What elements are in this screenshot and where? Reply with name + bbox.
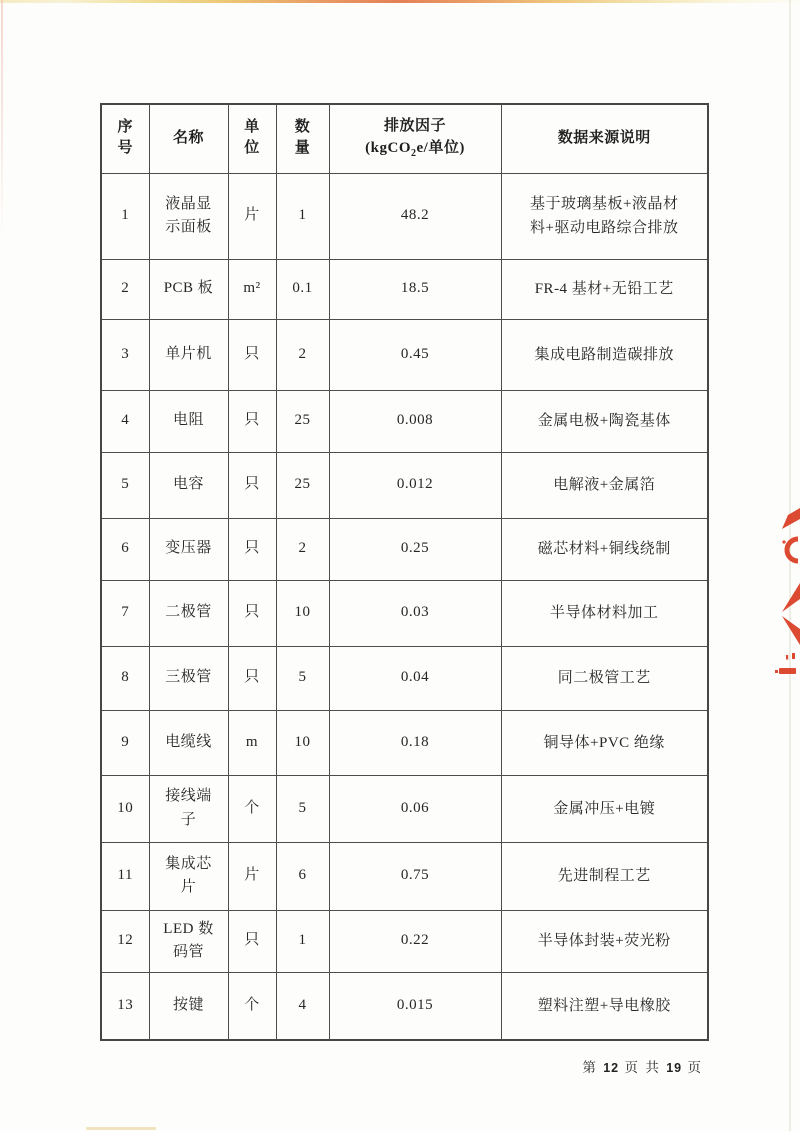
cell-unit: 个	[228, 972, 276, 1040]
cell-source-text: 金属冲压+电镀	[553, 800, 656, 817]
cell-name-text: 接线端子	[165, 788, 212, 828]
cell-name	[149, 842, 228, 910]
header-no-label: 序号	[117, 119, 133, 157]
cell-source-text: 电解液+金属箔	[553, 477, 656, 493]
cell-qty: 5	[276, 646, 329, 710]
cell-data-source	[501, 518, 708, 580]
emission-factors-table	[100, 103, 709, 1041]
table-row	[101, 710, 708, 775]
cell-unit: m²	[228, 259, 276, 319]
footer-prefix: 第	[582, 1060, 598, 1075]
cell-emission-factor: 18.5	[329, 259, 501, 319]
cell-qty: 10	[276, 710, 329, 775]
header-qty	[276, 104, 329, 173]
cell-name	[149, 452, 228, 518]
table-row	[101, 319, 708, 390]
cell-name-text: 集成芯片	[165, 855, 212, 895]
cell-emission-factor: 0.45	[329, 319, 501, 390]
header-data-source	[501, 104, 708, 173]
footer-middle: 页 共	[624, 1060, 661, 1075]
cell-no: 4	[101, 390, 149, 452]
cell-no: 7	[101, 580, 149, 646]
cell-unit: 只	[228, 580, 276, 646]
cell-name	[149, 580, 228, 646]
cell-no: 6	[101, 518, 149, 580]
cell-data-source	[501, 842, 708, 910]
header-unit	[228, 104, 276, 173]
cell-source-text: 同二极管工艺	[557, 670, 651, 686]
cell-name	[149, 646, 228, 710]
cell-data-source	[501, 646, 708, 710]
header-unit-label: 单位	[244, 119, 260, 157]
footer-suffix: 页	[687, 1060, 703, 1075]
page-footer	[582, 1056, 703, 1076]
cell-source-text: 塑料注塑+导电橡胶	[537, 997, 671, 1014]
cell-no: 1	[101, 173, 149, 259]
cell-qty: 1	[276, 910, 329, 972]
cell-source-text: 半导体封装+荧光粉	[537, 933, 671, 949]
cell-emission-factor: 48.2	[329, 173, 501, 259]
cell-data-source	[501, 972, 708, 1040]
table-row	[101, 910, 708, 972]
cell-name-text: PCB 板	[163, 280, 214, 297]
cell-source-text: FR-4 基材+无铅工艺	[534, 281, 674, 297]
cell-unit: 只	[228, 390, 276, 452]
table-row	[101, 390, 708, 452]
table-row	[101, 173, 708, 259]
cell-emission-factor: 0.03	[329, 580, 501, 646]
cell-name-text: 按键	[172, 997, 204, 1014]
cell-name	[149, 259, 228, 319]
cell-data-source	[501, 390, 708, 452]
cell-name-text: 电缆线	[165, 733, 212, 750]
table-row	[101, 775, 708, 842]
cell-data-source	[501, 173, 708, 259]
header-emission-factor	[329, 104, 501, 173]
cell-name	[149, 972, 228, 1040]
scan-edge-top	[0, 0, 800, 3]
cell-emission-factor: 0.25	[329, 518, 501, 580]
cell-data-source	[501, 710, 708, 775]
cell-name	[149, 775, 228, 842]
header-name-label: 名称	[172, 129, 204, 146]
cell-unit: 个	[228, 775, 276, 842]
cell-name-text: 三极管	[165, 669, 212, 686]
cell-qty: 5	[276, 775, 329, 842]
cell-unit: m	[228, 710, 276, 775]
header-qty-label: 数量	[294, 119, 311, 157]
header-no	[101, 104, 149, 173]
footer-total-pages: 19	[666, 1061, 683, 1075]
cell-no: 13	[101, 972, 149, 1040]
cell-emission-factor: 0.18	[329, 710, 501, 775]
cell-name	[149, 710, 228, 775]
cell-no: 10	[101, 775, 149, 842]
cell-name-text: 电阻	[172, 412, 204, 429]
cell-data-source	[501, 580, 708, 646]
cell-unit: 只	[228, 319, 276, 390]
table-row	[101, 259, 708, 319]
cell-no: 9	[101, 710, 149, 775]
cell-name	[149, 910, 228, 972]
cell-no: 11	[101, 842, 149, 910]
table-row	[101, 580, 708, 646]
cell-unit: 只	[228, 452, 276, 518]
cell-emission-factor: 0.75	[329, 842, 501, 910]
cell-name-text: LED 数码管	[163, 920, 214, 960]
cell-no: 5	[101, 452, 149, 518]
cell-qty: 25	[276, 390, 329, 452]
cell-emission-factor: 0.06	[329, 775, 501, 842]
cell-emission-factor: 0.22	[329, 910, 501, 972]
cell-name	[149, 390, 228, 452]
cell-source-text: 先进制程工艺	[557, 868, 651, 884]
cell-data-source	[501, 259, 708, 319]
header-factor-line1: 排放因子	[383, 118, 446, 135]
table-row	[101, 972, 708, 1040]
cell-no: 3	[101, 319, 149, 390]
header-factor-line2: (kgCO$_2$e/单位)	[365, 139, 465, 159]
cell-no: 2	[101, 259, 149, 319]
cell-unit: 只	[228, 518, 276, 580]
scan-edge-bottom	[86, 1127, 156, 1130]
cell-qty: 0.1	[276, 259, 329, 319]
cell-source-text: 基于玻璃基板+液晶材料+驱动电路综合排放	[530, 196, 679, 236]
cell-qty: 2	[276, 319, 329, 390]
scan-edge-left	[1, 0, 3, 235]
cell-name	[149, 518, 228, 580]
cell-source-text: 半导体材料加工	[549, 605, 659, 621]
table-row	[101, 842, 708, 910]
cell-name-text: 单片机	[165, 345, 212, 362]
cell-source-text: 磁芯材料+铜线绕制	[537, 541, 671, 557]
cell-source-text: 集成电路制造碳排放	[534, 346, 674, 363]
cell-unit: 只	[228, 646, 276, 710]
cell-name	[149, 173, 228, 259]
cell-emission-factor: 0.015	[329, 972, 501, 1040]
cell-name-text: 变压器	[165, 540, 212, 557]
header-source-label: 数据来源说明	[557, 129, 651, 146]
cell-no: 8	[101, 646, 149, 710]
table-row	[101, 452, 708, 518]
cell-qty: 6	[276, 842, 329, 910]
cell-qty: 2	[276, 518, 329, 580]
cell-qty: 4	[276, 972, 329, 1040]
cell-unit: 只	[228, 910, 276, 972]
footer-page-number: 12	[603, 1061, 620, 1075]
cell-source-text: 金属电极+陶瓷基体	[537, 413, 671, 429]
cell-unit: 片	[228, 173, 276, 259]
table-row	[101, 646, 708, 710]
cell-name-text: 液晶显示面板	[165, 195, 212, 235]
cell-name-text: 二极管	[165, 604, 212, 621]
cell-source-text: 铜导体+PVC 绝缘	[543, 734, 665, 751]
cell-data-source	[501, 452, 708, 518]
cell-no: 12	[101, 910, 149, 972]
header-name	[149, 104, 228, 173]
cell-name-text: 电容	[172, 476, 204, 493]
cell-data-source	[501, 319, 708, 390]
cell-emission-factor: 0.04	[329, 646, 501, 710]
cell-name	[149, 319, 228, 390]
cell-qty: 10	[276, 580, 329, 646]
cell-qty: 25	[276, 452, 329, 518]
cell-emission-factor: 0.012	[329, 452, 501, 518]
cell-qty: 1	[276, 173, 329, 259]
cell-unit: 片	[228, 842, 276, 910]
table-body	[101, 173, 708, 1040]
table-header-row	[101, 104, 708, 173]
table-row	[101, 518, 708, 580]
cell-data-source	[501, 775, 708, 842]
cell-data-source	[501, 910, 708, 972]
red-stamp-fragment	[770, 505, 800, 695]
cell-emission-factor: 0.008	[329, 390, 501, 452]
